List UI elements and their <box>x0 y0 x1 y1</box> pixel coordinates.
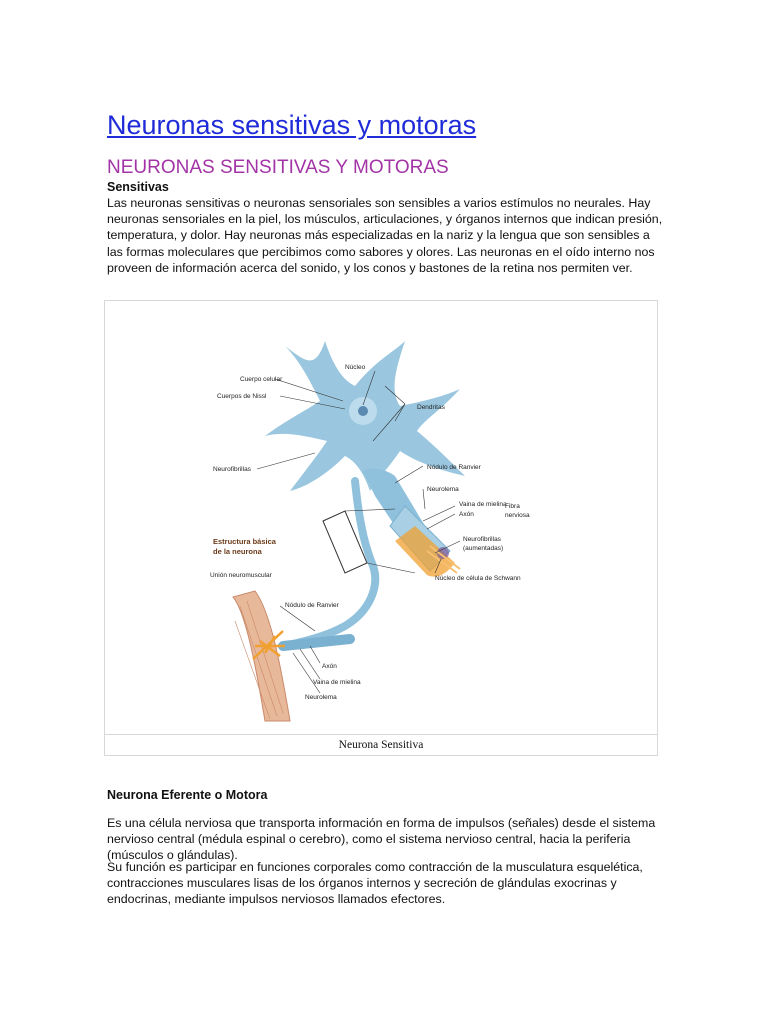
paragraph-motora-2: Su función es participar en funciones corporales como contracción de la musculatura esquelética, contracciones musculares lisas de los órganos internos y secreción de glándulas exocrinas y endocrinas, mediante impulsos nerviosos llamados efectores. <box>107 860 643 906</box>
label-nucleo: Núcleo <box>345 364 366 371</box>
neuron-figure <box>104 300 658 756</box>
label-neurolema: Neurolema <box>427 486 459 493</box>
label-nodulo-ranvier-2: Nódulo de Ranvier <box>285 602 339 609</box>
label-aumentadas: (aumentadas) <box>463 545 504 552</box>
label-vaina-mielina-2: Vaina de mielina <box>313 679 361 686</box>
label-cuerpos-nissl: Cuerpos de Nissl <box>217 393 267 400</box>
neuron-diagram <box>105 301 657 735</box>
label-neurofibrillas-aum: Neurofibrillas <box>463 536 501 543</box>
label-vaina-mielina: Vaina de mielina <box>459 501 507 508</box>
subheading-motora: Neurona Eferente o Motora <box>107 788 268 802</box>
muscle-illustration <box>233 591 290 721</box>
figure-caption: Neurona Sensitiva <box>338 739 424 751</box>
label-nerviosa: nerviosa <box>505 512 530 519</box>
label-axon-2: Axón <box>322 663 337 670</box>
section-heading: NEURONAS SENSITIVAS Y MOTORAS <box>107 157 449 178</box>
label-dendritas: Dendritas <box>417 404 445 411</box>
label-nucleo-schwann: Núcleo de célula de Schwann <box>435 575 521 582</box>
subheading-sensitivas: Sensitivas <box>107 180 169 194</box>
page-title-link[interactable]: Neuronas sensitivas y motoras <box>107 110 477 140</box>
label-union-neuromuscular: Unión neuromuscular <box>210 572 272 579</box>
label-axon: Axón <box>459 511 474 518</box>
label-cuerpo-celular: Cuerpo celular <box>240 376 283 383</box>
label-neurofibrillas: Neurofibrillas <box>213 466 251 473</box>
label-neurolema-2: Neurolema <box>305 694 337 701</box>
paragraph-sensitivas: Las neuronas sensitivas o neuronas sensoriales son sensibles a varios estímulos no neurales. Hay neuronas sensoriales en la piel, los músculos, articulaciones, y órganos internos que indican presión, temperatura, y dolor. Hay neuronas más especializadas en la nariz y la lengua que son sensibles a las formas moleculares que percibimos como sabores y olores. Las neuronas en el oído interno nos proveen de información acerca del sonido, y los conos y bastones de la retina nos permiten ver. <box>107 196 663 275</box>
label-estructura-2: de la neurona <box>213 547 262 556</box>
paragraph-motora-1: Es una célula nerviosa que transporta información en forma de impulsos (señales) desde el sistema nervioso central (médula espinal o cerebro), como el sistema nervioso central, hacia la periferia (músculos o glándulas). <box>107 816 656 862</box>
label-nodulo-ranvier: Nódulo de Ranvier <box>427 464 481 471</box>
label-fibra: Fibra <box>505 503 520 510</box>
axon-shape <box>285 481 375 646</box>
figure-caption-box <box>105 734 657 755</box>
label-estructura-1: Estructura básica <box>213 537 276 546</box>
